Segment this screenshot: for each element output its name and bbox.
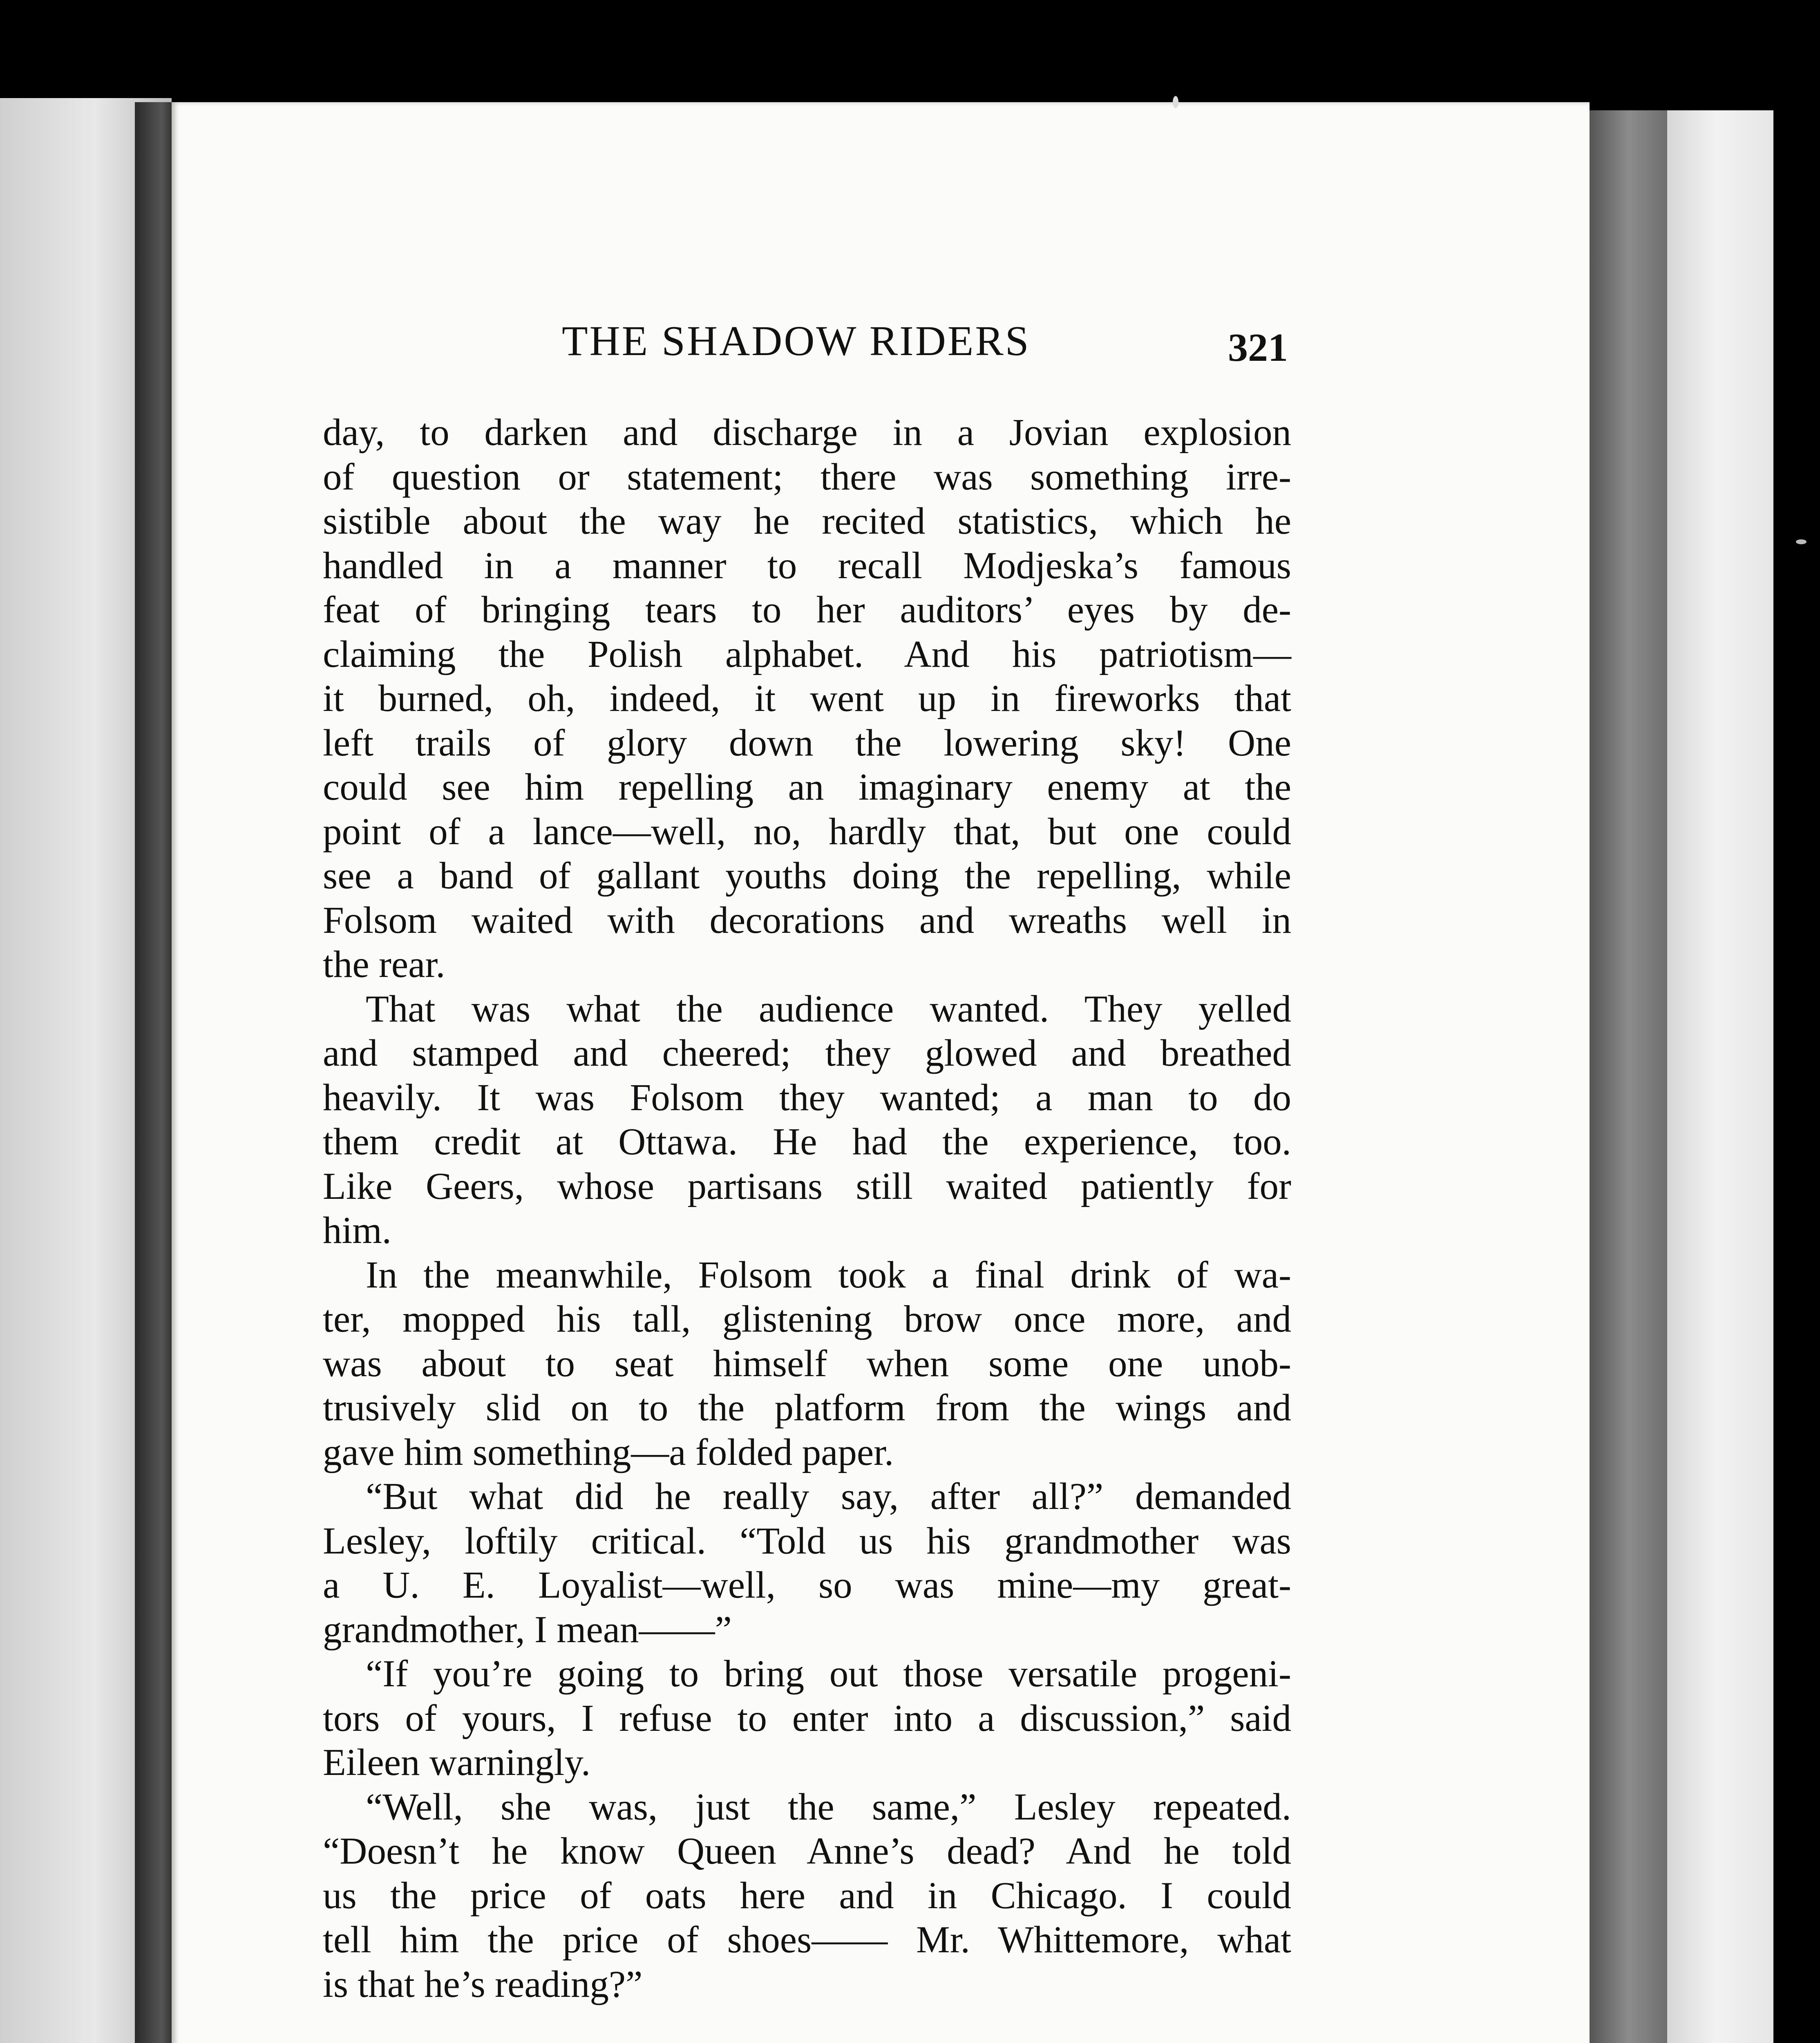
text-line: claiming the Polish alphabet. And his patriotism— — [323, 633, 1291, 675]
text-line: tell him the price of shoes—— Mr. Whittemore, what — [323, 1919, 1291, 1961]
text-line: “If you’re going to bring out those versatile progeni- — [366, 1653, 1291, 1695]
text-line: him. — [323, 1209, 391, 1252]
text-line: Folsom waited with decorations and wreaths well in — [323, 899, 1291, 941]
dust-speck — [1796, 539, 1807, 544]
text-line: them credit at Ottawa. He had the experience, too. — [323, 1121, 1291, 1163]
text-line: day, to darken and discharge in a Jovian explosion — [323, 411, 1291, 454]
text-line: Like Geers, whose partisans still waited patiently for — [323, 1165, 1291, 1207]
text-line: gave him something—a folded paper. — [323, 1431, 894, 1473]
text-line: could see him repelling an imaginary enemy at the — [323, 766, 1291, 808]
text-line: sistible about the way he recited statistics, which he — [323, 500, 1291, 542]
text-line: a U. E. Loyalist—well, so was mine—my great- — [323, 1564, 1291, 1606]
text-line: the rear. — [323, 943, 445, 986]
text-line: and stamped and cheered; they glowed and breathed — [323, 1032, 1291, 1074]
text-line: us the price of oats here and in Chicago. I could — [323, 1874, 1291, 1917]
text-line: Eileen warningly. — [323, 1741, 591, 1784]
text-line: That was what the audience wanted. They yelled — [366, 988, 1291, 1030]
text-line: “But what did he really say, after all?” demanded — [366, 1475, 1291, 1518]
text-line: ter, mopped his tall, glistening brow once more, and — [323, 1298, 1291, 1340]
body-text — [323, 411, 1291, 2007]
text-line: tors of yours, I refuse to enter into a discussion,” said — [323, 1697, 1291, 1739]
text-line: trusively slid on to the platform from the wings and — [323, 1387, 1291, 1429]
text-line: of question or statement; there was something irre- — [323, 456, 1291, 498]
text-line: heavily. It was Folsom they wanted; a man to do — [323, 1076, 1291, 1119]
dust-speck — [1173, 96, 1178, 108]
text-line: Lesley, loftily critical. “Told us his grandmother was — [323, 1520, 1291, 1562]
running-head: THE SHADOW RIDERS — [562, 317, 1031, 364]
text-line: see a band of gallant youths doing the repelling, while — [323, 855, 1291, 897]
text-line: is that he’s reading?” — [323, 1963, 643, 2005]
text-line: “Well, she was, just the same,” Lesley repeated. — [366, 1786, 1291, 1828]
right-cover-edge — [1590, 110, 1667, 2043]
page-number: 321 — [1228, 326, 1288, 370]
text-line: point of a lance—well, no, hardly that, but one could — [323, 810, 1291, 853]
text-line: In the meanwhile, Folsom took a final drink of wa- — [366, 1254, 1291, 1296]
text-line: it burned, oh, indeed, it went up in fireworks that — [323, 677, 1291, 720]
text-line: grandmother, I mean——” — [323, 1608, 732, 1651]
text-line: “Doesn’t he know Queen Anne’s dead? And he told — [323, 1830, 1291, 1872]
text-line: handled in a manner to recall Modjeska’s famous — [323, 544, 1291, 587]
text-line: was about to seat himself when some one unob- — [323, 1342, 1291, 1385]
text-line: left trails of glory down the lowering sky! One — [323, 722, 1291, 764]
text-line: feat of bringing tears to her auditors’ eyes by de- — [323, 589, 1291, 631]
